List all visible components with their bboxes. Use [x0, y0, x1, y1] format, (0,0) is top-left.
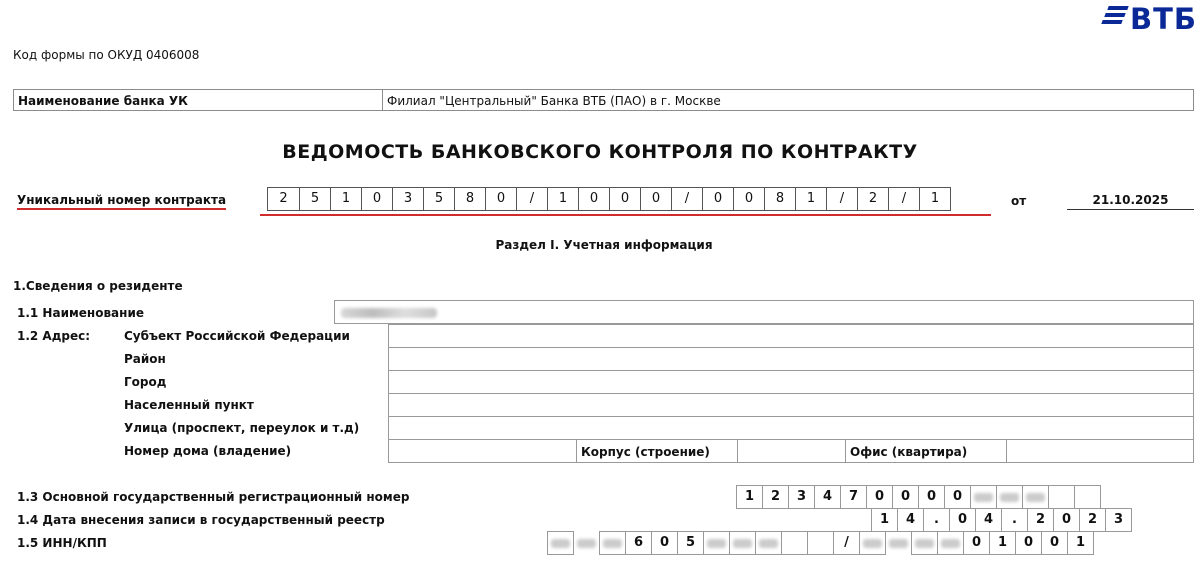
resident-name-field[interactable] — [334, 300, 1194, 324]
reg-date-cell: 3 — [1105, 508, 1132, 532]
reg-date-cell: 0 — [949, 508, 976, 532]
building-field[interactable] — [737, 439, 846, 463]
okud-code: Код формы по ОКУД 0406008 — [13, 48, 200, 62]
inn-kpp-cell — [703, 531, 730, 555]
inn-kpp-cell — [729, 531, 756, 555]
reg-date-cell: 1 — [871, 508, 898, 532]
contract-number-cell: 0 — [702, 188, 733, 210]
section-title: Раздел I. Учетная информация — [495, 238, 713, 252]
resident-name-label: 1.1 Наименование — [17, 306, 144, 320]
office-field[interactable] — [1006, 439, 1194, 463]
street-label: Улица (проспект, переулок и т.д) — [124, 421, 360, 435]
ogrn-cell: 0 — [944, 485, 971, 509]
ogrn-cell — [1048, 485, 1075, 509]
vtb-logo-text: ВТБ — [1130, 2, 1197, 36]
reg-date-label: 1.4 Дата внесения записи в государственный реестр — [17, 513, 385, 527]
inn-kpp-cell — [885, 531, 912, 555]
contract-number-cells[interactable] — [267, 187, 951, 211]
contract-number-cell: 0 — [361, 188, 392, 210]
redacted-digit — [707, 539, 726, 548]
contract-number-cell: 5 — [423, 188, 454, 210]
ogrn-cell: 3 — [788, 485, 815, 509]
contract-number-cell: 2 — [857, 188, 888, 210]
contract-number-label: Уникальный номер контракта — [17, 193, 226, 210]
subject-label: Субъект Российской Федерации — [124, 329, 350, 343]
redacted-digit — [863, 539, 882, 548]
ogrn-cell: 7 — [840, 485, 867, 509]
contract-number-cell: / — [888, 188, 919, 210]
redacted-digit — [603, 539, 622, 548]
inn-kpp-cell: 6 — [625, 531, 652, 555]
contract-number-cell: 1 — [330, 188, 361, 210]
redacted-name — [341, 308, 437, 318]
ogrn-cell — [1074, 485, 1101, 509]
redacted-digit — [1026, 493, 1045, 502]
inn-kpp-cell — [573, 531, 600, 555]
bank-name-field[interactable] — [382, 90, 1193, 110]
vtb-logo — [1100, 2, 1197, 36]
contract-number-cell: 0 — [485, 188, 516, 210]
inn-label: 1.5 ИНН/КПП — [17, 536, 107, 550]
ogrn-cell — [996, 485, 1023, 509]
reg-date-cells[interactable] — [872, 508, 1132, 532]
vtb-logo-bars-icon — [1102, 6, 1128, 30]
building-label-cell — [576, 439, 738, 463]
city-field[interactable] — [388, 370, 1194, 394]
ogrn-cell: 0 — [892, 485, 919, 509]
office-label-cell — [845, 439, 1007, 463]
contract-date: 21.10.2025 — [1067, 193, 1194, 210]
city-label: Город — [124, 375, 167, 389]
contract-number-cell: 8 — [454, 188, 485, 210]
inn-kpp-cell: 1 — [989, 531, 1016, 555]
ogrn-cell: 2 — [762, 485, 789, 509]
contract-number-cell: 1 — [795, 188, 826, 210]
inn-kpp-cell — [755, 531, 782, 555]
contract-number-cell: 0 — [578, 188, 609, 210]
ogrn-cell — [970, 485, 997, 509]
inn-kpp-cell — [911, 531, 938, 555]
reg-date-cell: . — [923, 508, 950, 532]
house-label: Номер дома (владение) — [124, 444, 292, 458]
redacted-digit — [577, 539, 596, 548]
district-field[interactable] — [388, 347, 1194, 371]
inn-kpp-cell — [547, 531, 574, 555]
contract-number-cell: 8 — [764, 188, 795, 210]
contract-number-cell: 0 — [609, 188, 640, 210]
subject-field[interactable] — [388, 324, 1194, 348]
building-label: Корпус (строение) — [581, 445, 710, 459]
bank-name-value: Филиал "Центральный" Банка ВТБ (ПАО) в г. Москве — [387, 94, 721, 108]
ogrn-cell: 0 — [918, 485, 945, 509]
ogrn-cell: 1 — [736, 485, 763, 509]
address-label: 1.2 Адрес: — [17, 329, 91, 343]
redacted-digit — [759, 539, 778, 548]
house-field[interactable] — [388, 439, 577, 463]
bank-name-label: Наименование банка УК — [18, 94, 188, 108]
office-label: Офис (квартира) — [850, 445, 968, 459]
contract-number-cell: 5 — [299, 188, 330, 210]
contract-number-cell: 0 — [733, 188, 764, 210]
ogrn-cell: 4 — [814, 485, 841, 509]
reg-date-cell: 2 — [1027, 508, 1054, 532]
inn-kpp-cells[interactable] — [548, 531, 1094, 555]
reg-date-cell: . — [1001, 508, 1028, 532]
redacted-digit — [974, 493, 993, 502]
contract-number-underline — [260, 214, 991, 216]
redacted-digit — [733, 539, 752, 548]
contract-number-cell: 2 — [279, 191, 288, 206]
redacted-digit — [915, 539, 934, 548]
inn-kpp-cell — [937, 531, 964, 555]
contract-number-cell: / — [671, 188, 702, 210]
inn-kpp-cell: / — [833, 531, 860, 555]
locality-field[interactable] — [388, 393, 1194, 417]
reg-date-cell: 4 — [975, 508, 1002, 532]
redacted-digit — [1000, 493, 1019, 502]
inn-kpp-cell: 0 — [651, 531, 678, 555]
redacted-digit — [889, 539, 908, 548]
inn-kpp-cell: 0 — [1015, 531, 1042, 555]
locality-label: Населенный пункт — [124, 398, 254, 412]
inn-kpp-cell — [781, 531, 808, 555]
ogrn-cell: 0 — [866, 485, 893, 509]
inn-kpp-cell — [599, 531, 626, 555]
reg-date-cell: 0 — [1053, 508, 1080, 532]
ogrn-cells[interactable] — [737, 485, 1101, 509]
reg-date-cell: 4 — [897, 508, 924, 532]
inn-kpp-cell — [859, 531, 886, 555]
contract-number-cell: 1 — [547, 188, 578, 210]
ogrn-cell — [1022, 485, 1049, 509]
contract-number-cell: / — [516, 188, 547, 210]
inn-kpp-cell — [807, 531, 834, 555]
resident-heading: 1.Сведения о резиденте — [13, 279, 183, 293]
inn-kpp-cell: 0 — [1041, 531, 1068, 555]
redacted-digit — [941, 539, 960, 548]
redacted-digit — [551, 539, 570, 548]
document-title: ВЕДОМОСТЬ БАНКОВСКОГО КОНТРОЛЯ ПО КОНТРАКТУ — [282, 141, 918, 163]
contract-number-cell: 3 — [392, 188, 423, 210]
street-field[interactable] — [388, 416, 1194, 440]
date-from-label: от — [1011, 194, 1027, 208]
bank-name-row — [13, 89, 1194, 111]
contract-number-cell: 0 — [640, 188, 671, 210]
contract-number-cell: 1 — [919, 188, 950, 210]
district-label: Район — [124, 352, 166, 366]
reg-date-cell: 2 — [1079, 508, 1106, 532]
contract-number-cell: / — [826, 188, 857, 210]
inn-kpp-cell: 0 — [963, 531, 990, 555]
inn-kpp-cell: 1 — [1067, 531, 1094, 555]
ogrn-label: 1.3 Основной государственный регистрационный номер — [17, 490, 410, 504]
inn-kpp-cell: 5 — [677, 531, 704, 555]
